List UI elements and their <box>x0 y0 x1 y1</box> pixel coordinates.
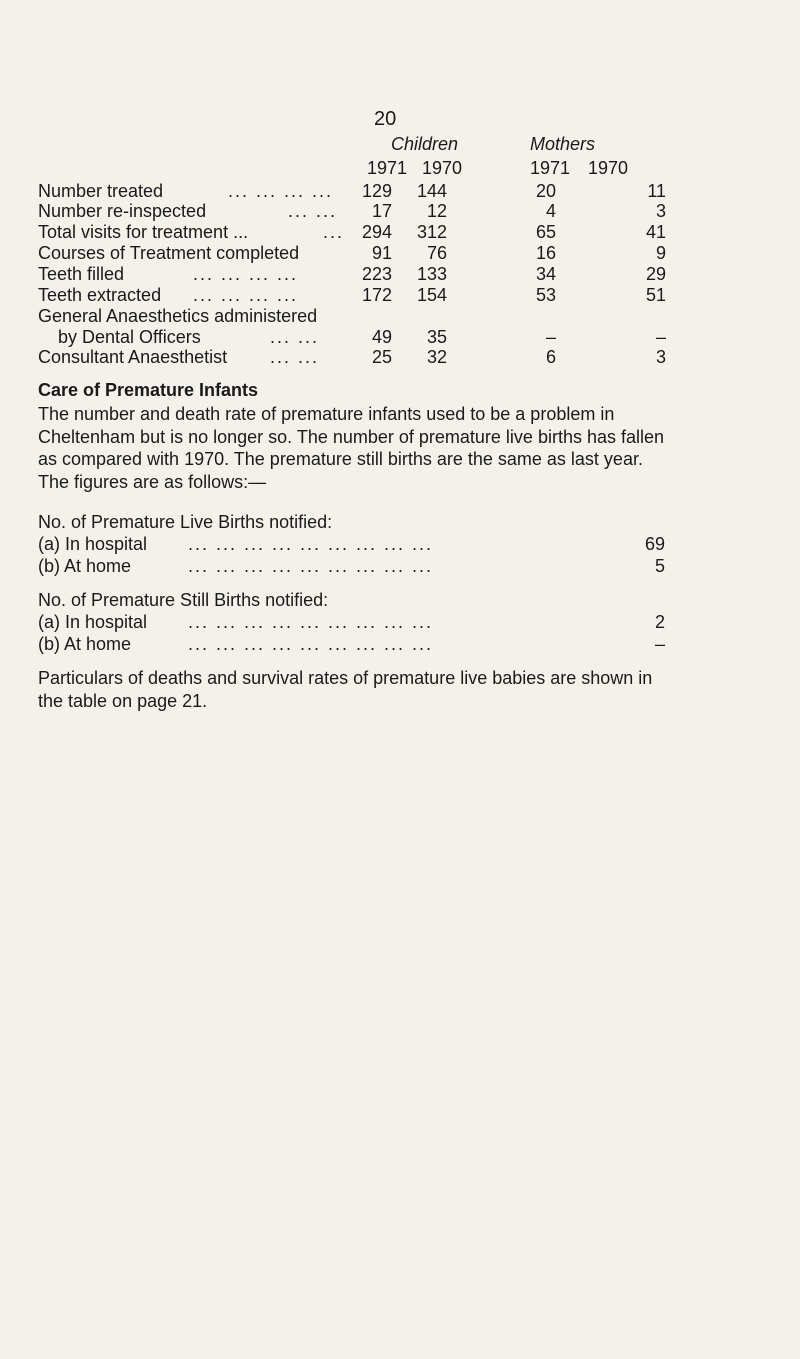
row-label: Number treated <box>38 181 164 201</box>
row-label: Teeth filled <box>38 264 125 284</box>
year-header-children-1971: 1971 <box>366 158 408 178</box>
leader-dots: ... ... ... ... <box>193 264 299 284</box>
year-header-children-1970: 1970 <box>421 158 463 178</box>
year-header-mothers-1971: 1971 <box>529 158 571 178</box>
row-label: General Anaesthetics administered <box>38 306 318 326</box>
mothers-1971-value: 20 <box>535 181 556 201</box>
children-1971-value: 223 <box>361 264 392 284</box>
mothers-1970-value: – <box>655 327 666 347</box>
mothers-1971-value: 16 <box>535 243 556 263</box>
section-title: Care of Premature Infants <box>38 380 259 400</box>
children-1971-value: 172 <box>361 285 392 305</box>
leader-dots: ... ... ... ... <box>228 181 334 201</box>
year-header-mothers-1970: 1970 <box>587 158 629 178</box>
mothers-1970-value: 41 <box>645 222 666 242</box>
leader-dots: ... <box>323 222 345 242</box>
page-number: 20 <box>374 108 397 130</box>
row-label: Courses of Treatment completed <box>38 243 300 263</box>
list-item-value: 69 <box>644 534 665 554</box>
children-1971-value: 49 <box>371 327 392 347</box>
leader-dots: ... ... ... ... ... ... ... ... ... <box>188 634 434 654</box>
list-item <box>38 534 678 558</box>
list-item-value: 2 <box>654 612 665 632</box>
row-label: Total visits for treatment ... <box>38 222 249 242</box>
mothers-1971-value: 34 <box>535 264 556 284</box>
leader-dots: ... ... ... ... ... ... ... ... ... <box>188 612 434 632</box>
children-1970-value: 12 <box>426 201 447 221</box>
mothers-1971-value: – <box>545 327 556 347</box>
leader-dots: ... ... ... ... ... ... ... ... ... <box>188 556 434 576</box>
intro-paragraph: The number and death rate of premature infants used to be a problem in Cheltenham but is no longer so. The number of premature live births has fallen as compared with 1970. The premature still births are the same as last year. The figures are as follows:— <box>38 404 665 492</box>
row-label: by Dental Officers <box>58 327 201 347</box>
children-1971-value: 294 <box>361 222 392 242</box>
leader-dots: ... ... <box>288 201 338 221</box>
children-1970-value: 76 <box>426 243 447 263</box>
leader-dots: ... ... <box>270 347 320 367</box>
list-item-label: (b) At home <box>38 634 132 654</box>
mothers-1970-value: 11 <box>647 181 666 201</box>
children-1971-value: 129 <box>361 181 392 201</box>
list-item-value: 5 <box>654 556 665 576</box>
children-1970-value: 133 <box>416 264 447 284</box>
list-item-label: (b) At home <box>38 556 132 576</box>
mothers-1970-value: 29 <box>645 264 666 284</box>
list-item-label: (a) In hospital <box>38 612 148 632</box>
mothers-1971-value: 6 <box>545 347 556 367</box>
children-column-header: Children <box>391 134 459 154</box>
mothers-1971-value: 65 <box>535 222 556 242</box>
list-item <box>38 634 678 658</box>
mothers-1970-value: 9 <box>655 243 666 263</box>
children-1970-value: 32 <box>426 347 447 367</box>
children-1970-value: 144 <box>416 181 447 201</box>
table-row <box>38 347 678 371</box>
children-1970-value: 154 <box>416 285 447 305</box>
list-item <box>38 556 678 580</box>
live-births-heading: No. of Premature Live Births notified: <box>38 512 333 532</box>
closing-paragraph: Particulars of deaths and survival rates of premature live babies are shown in the table on page 21. <box>38 668 653 711</box>
children-1971-value: 91 <box>371 243 392 263</box>
mothers-1971-value: 4 <box>545 201 556 221</box>
list-item <box>38 612 678 636</box>
mothers-1970-value: 51 <box>645 285 666 305</box>
mothers-1970-value: 3 <box>655 201 666 221</box>
row-label: Number re-inspected <box>38 201 207 221</box>
leader-dots: ... ... ... ... ... ... ... ... ... <box>188 534 434 554</box>
children-1970-value: 312 <box>416 222 447 242</box>
children-1971-value: 17 <box>371 201 392 221</box>
mothers-1970-value: 3 <box>655 347 666 367</box>
leader-dots: ... ... <box>270 327 320 347</box>
list-item-value: – <box>654 634 665 654</box>
list-item-label: (a) In hospital <box>38 534 148 554</box>
mothers-column-header: Mothers <box>530 134 596 154</box>
row-label: Consultant Anaesthetist <box>38 347 228 367</box>
leader-dots: ... ... ... ... <box>193 285 299 305</box>
children-1971-value: 25 <box>371 347 392 367</box>
children-1970-value: 35 <box>426 327 447 347</box>
still-births-heading: No. of Premature Still Births notified: <box>38 590 329 610</box>
mothers-1971-value: 53 <box>535 285 556 305</box>
row-label: Teeth extracted <box>38 285 162 305</box>
